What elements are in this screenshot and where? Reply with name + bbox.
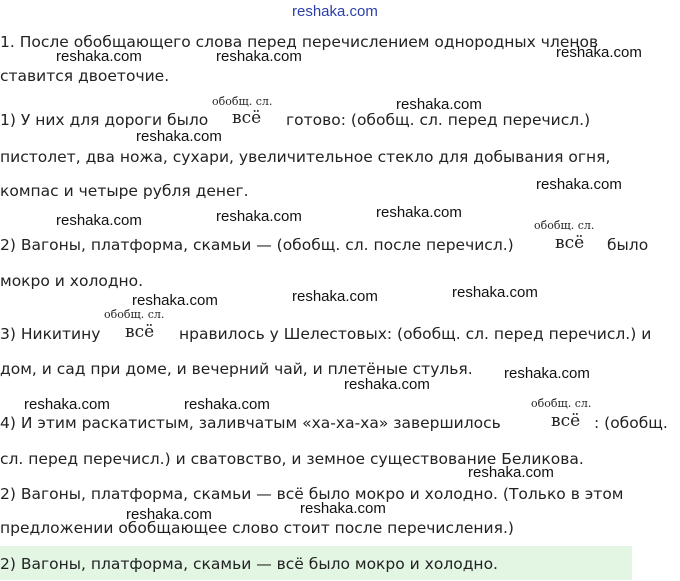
annotation-label: обобщ. сл.: [104, 308, 165, 321]
site-watermark: reshaka.com: [136, 128, 222, 145]
explanation-line2: предложении обобщающее слово стоит после перечисления.): [0, 519, 514, 537]
generalizing-word: всё: [555, 233, 585, 253]
example-1-end: готово: (обобщ. сл. перед перечисл.): [286, 111, 591, 129]
rule-heading-line1: 1. После обобщающего слова перед перечислением однородных членов: [0, 33, 599, 51]
annotation-label: обобщ. сл.: [534, 219, 595, 232]
site-watermark: reshaka.com: [184, 396, 270, 413]
site-watermark: reshaka.com: [536, 176, 622, 193]
example-2-start: 2) Вагоны, платформа, скамьи — (обобщ. сл. после перечисл.): [0, 236, 514, 254]
site-watermark: reshaka.com: [126, 506, 212, 523]
example-4-start: 4) И этим раскатистым, заливчатым «ха-ха-ха» завершилось: [0, 414, 501, 432]
example-3-end: нравилось у Шелестовых: (обобщ. сл. перед перечисл.) и: [179, 325, 652, 343]
site-watermark: reshaka.com: [56, 48, 142, 65]
example-2-line2: мокро и холодно.: [0, 272, 144, 290]
example-2-end: было: [607, 236, 649, 254]
site-watermark: reshaka.com: [556, 44, 642, 61]
site-watermark: reshaka.com: [396, 96, 482, 113]
answer-text: 2) Вагоны, платформа, скамьи — всё было мокро и холодно.: [0, 555, 498, 573]
rule-heading-line2: ставится двоеточие.: [0, 67, 170, 85]
site-watermark: reshaka.com: [376, 204, 462, 221]
example-4-end: : (обобщ.: [594, 414, 668, 432]
annotation-label: обобщ. сл.: [531, 397, 592, 410]
example-1-line2: пистолет, два ножа, сухари, увеличительное стекло для добывания огня,: [0, 148, 611, 166]
answer-box: [0, 546, 632, 580]
generalizing-word: всё: [232, 108, 262, 128]
example-1-start: 1) У них для дороги было: [0, 111, 209, 129]
example-4-line2: сл. перед перечисл.) и сватовство, и земное существование Беликова.: [0, 450, 584, 468]
site-watermark: reshaka.com: [216, 48, 302, 65]
site-watermark: reshaka.com: [24, 396, 110, 413]
example-3-start: 3) Никитину: [0, 325, 101, 343]
site-watermark: reshaka.com: [504, 365, 590, 382]
site-watermark: reshaka.com: [344, 376, 430, 393]
annotation-label: обобщ. сл.: [212, 95, 273, 108]
site-watermark: reshaka.com: [468, 464, 554, 481]
example-1-line3: компас и четыре рубля денег.: [0, 182, 249, 200]
generalizing-word: всё: [551, 411, 581, 431]
site-watermark: reshaka.com: [300, 500, 386, 517]
site-watermark: reshaka.com: [56, 212, 142, 229]
example-3-line2: дом, и сад при доме, и вечерний чай, и плетёные стулья.: [0, 360, 473, 378]
site-watermark: reshaka.com: [216, 208, 302, 225]
generalizing-word: всё: [125, 322, 155, 342]
site-watermark: reshaka.com: [292, 288, 378, 305]
site-watermark: reshaka.com: [452, 284, 538, 301]
site-watermark: reshaka.com: [132, 292, 218, 309]
site-watermark-top: reshaka.com: [292, 3, 378, 20]
explanation-line1: 2) Вагоны, платформа, скамьи — всё было мокро и холодно. (Только в этом: [0, 485, 624, 503]
